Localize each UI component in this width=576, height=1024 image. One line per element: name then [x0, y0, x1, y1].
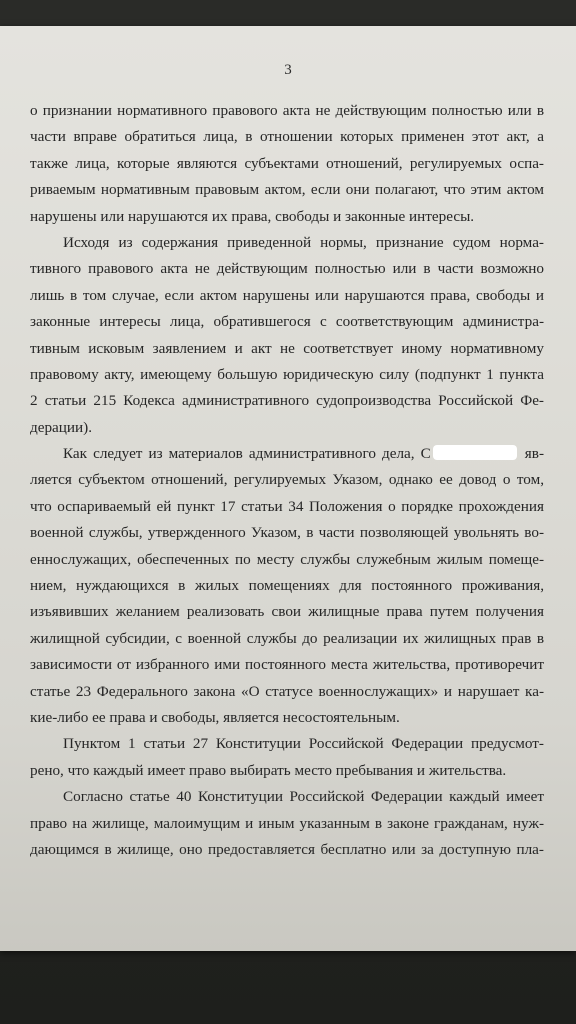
text-line-part: яв-	[524, 445, 544, 463]
redaction-box	[433, 445, 517, 460]
text-line: зависимости от избранного ими постоянного места жительства, противоречит	[30, 656, 544, 674]
text-line: статье 23 Федерального закона «О статусе военнослужащих» и нарушает ка-	[30, 682, 544, 700]
text-line: риваемым нормативным правовым актом, если они полагают, что этим актом	[30, 181, 544, 199]
text-line: о признании нормативного правового акта не действующим полностью или в	[30, 102, 544, 119]
text-line: также лица, которые являются субъектами отношений, регулируемых оспа-	[30, 154, 544, 172]
text-line: Пунктом 1 статьи 27 Конституции Российской Федерации предусмот-	[63, 735, 544, 753]
text-line: тивным исковым заявлением и акт не соответствует иному нормативному	[30, 339, 544, 357]
text-line: ляется субъектом отношений, регулируемых Указом, однако ее довод о том,	[30, 471, 544, 489]
text-line: жилищной субсидии, с военной службы до реализации их жилищных прав в	[30, 629, 544, 647]
text-line: рено, что каждый имеет право выбирать место пребывания и жительства.	[30, 761, 507, 779]
text-line: части вправе обратиться лица, в отношении которых применен этот акт, а	[30, 128, 544, 146]
text-line: военной службы, утвержденного Указом, в части позволяющей увольнять во-	[30, 524, 544, 542]
text-line-part: Как следует из материалов административного дела, С	[63, 445, 431, 463]
text-line: правовому акту, имеющему большую юридическую силу (подпункт 1 пункта	[30, 365, 544, 383]
text-line: еннослужащих, обеспеченных по месту службы служебным жилым помеще-	[30, 550, 544, 568]
text-line: Согласно статье 40 Конституции Российской Федерации каждый имеет	[63, 788, 544, 806]
document-page	[0, 26, 576, 951]
text-line: право на жилище, малоимущим и иным указанным в законе гражданам, нуж-	[30, 814, 544, 832]
page-number: 3	[284, 62, 292, 78]
text-line: дерации).	[30, 418, 93, 436]
text-line: кие-либо ее права и свободы, является несостоятельным.	[30, 708, 400, 726]
text-line: законные интересы лица, обратившегося с соответствующим администра-	[30, 313, 544, 331]
text-line: 2 статьи 215 Кодекса административного судопроизводства Российской Фе-	[30, 392, 544, 410]
text-line: дающимся в жилище, оно предоставляется бесплатно или за доступную пла-	[30, 840, 544, 858]
text-line	[30, 441, 544, 467]
text-line: изъявивших желанием реализовать свои жилищные права путем получения	[30, 603, 544, 621]
text-line: тивного правового акта не действующим полностью или в части возможно	[30, 260, 544, 278]
text-line: Исходя из содержания приведенной нормы, признание судом норма-	[63, 233, 544, 251]
text-line: лишь в том случае, если актом нарушены или нарушаются права, свободы и	[30, 286, 544, 304]
document-body	[30, 98, 544, 863]
text-line: нием, нуждающихся в жилых помещениях для постоянного проживания,	[30, 577, 544, 595]
text-line: что оспариваемый ей пункт 17 статьи 34 Положения о порядке прохождения	[30, 497, 544, 515]
text-line: нарушены или нарушаются их права, свободы и законные интересы.	[30, 207, 475, 225]
